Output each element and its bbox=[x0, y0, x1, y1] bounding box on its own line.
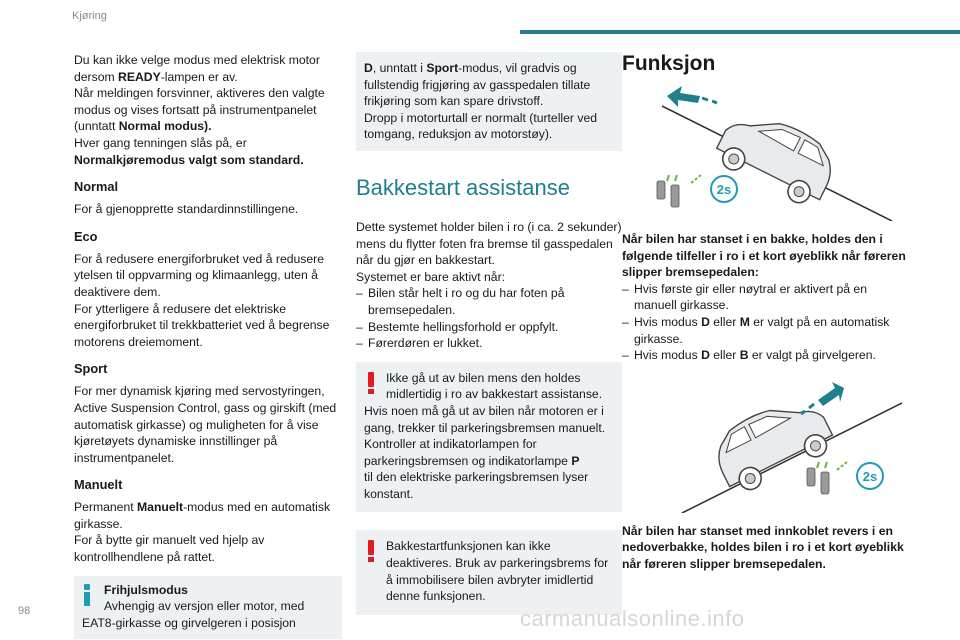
warning-box-1 bbox=[356, 362, 622, 513]
page-number: 98 bbox=[18, 605, 31, 617]
column-left bbox=[74, 52, 342, 639]
car-uphill-illustration bbox=[622, 86, 902, 221]
section-title-hill-start: Bakkestart assistanse bbox=[356, 174, 570, 200]
info-box-continued-text-2: Dropp i motorturtall er normalt (turteller ved tomgang, reduksjon av motorstøy). bbox=[364, 110, 597, 142]
mode-heading-sport: Sport bbox=[74, 361, 108, 377]
illustration-uphill bbox=[622, 86, 912, 221]
mode-text-manual: Permanent Manuelt-modus med en automatisk girkasse. bbox=[74, 500, 331, 531]
svg-text:2s: 2s bbox=[716, 182, 732, 197]
warning-icon bbox=[366, 372, 376, 394]
mode-text-manual-2: For å bytte gir manuelt ved hjelp av kontrollhendlene på rattet. bbox=[74, 533, 265, 565]
header-accent-bar bbox=[520, 30, 960, 34]
info-box-continued-text: D, unntatt i Sport-modus, vil gradvis og fullstendig frigjøring av gasspedalen tillate frikjøring som kan spare drivstoff. bbox=[364, 61, 591, 109]
warning-icon bbox=[366, 540, 376, 562]
list-item: – Hvis modus D eller B er valgt på girvelgeren. bbox=[622, 348, 876, 363]
column-right bbox=[622, 52, 912, 573]
running-header: Kjøring bbox=[72, 10, 107, 22]
cases-list bbox=[622, 281, 912, 364]
mode-text-sport: For mer dynamisk kjøring med servostyringen, Active Suspension Control, gass og girskift (med automatisk girkasse) og muligheten for å vise kjøretøyets dynamiske innstillinger på instrumentpanelet. bbox=[74, 384, 337, 465]
list-item: – Førerdøren er lukket. bbox=[356, 336, 483, 351]
hill-start-conditions-intro: Systemet er bare aktivt når: bbox=[356, 269, 506, 284]
column-middle bbox=[356, 52, 622, 615]
intro-text bbox=[74, 52, 342, 168]
info-box-continued bbox=[356, 52, 622, 151]
list-item: – Bestemte hellingsforhold er oppfylt. bbox=[356, 319, 559, 334]
timer-icon bbox=[711, 176, 737, 202]
warning-text: Ikke gå ut av bilen mens den holdes midlertidig i ro av bakkestart assistanse. bbox=[386, 370, 603, 402]
mode-text-normal: For å gjenopprette standardinnstillingene. bbox=[74, 202, 299, 217]
info-icon bbox=[82, 584, 92, 604]
car-downhill-illustration bbox=[622, 378, 902, 513]
section-title-function: Funksjon bbox=[622, 52, 716, 75]
mode-heading-eco: Eco bbox=[74, 228, 98, 244]
mode-text-eco: For å redusere energiforbruket ved å redusere ytelsen til oppvarming og klimaanlegg, uten å deaktivere dem. bbox=[74, 251, 324, 299]
info-box-text: Avhengig av versjon eller motor, med bbox=[104, 599, 305, 614]
info-box-freewheel bbox=[74, 576, 342, 640]
svg-text:2s: 2s bbox=[862, 468, 878, 484]
hill-start-description: Dette systemet holder bilen i ro (i ca. 2 sekunder) mens du flytter foten fra bremse til gasspedalen når du gjør en bakkestart. bbox=[356, 219, 622, 268]
warning-text: Bakkestartfunksjonen kan ikke deaktiveres. Bruk av parkeringsbrems for å immobilisere bilen avbryter imidlertid denne funksjonen. bbox=[386, 539, 609, 604]
warning-text-3: til den elektriske parkeringsbremsen lyser konstant. bbox=[364, 470, 589, 501]
warning-box-2 bbox=[356, 530, 622, 614]
mode-text-eco-2: For ytterligere å redusere det elektriske energiforbruket til trekkbatteriet ved å begrense motorens dreiemoment. bbox=[74, 301, 330, 349]
mode-heading-manual: Manuelt bbox=[74, 477, 123, 493]
pedal-icon bbox=[807, 462, 847, 494]
function-uphill-text: Når bilen har stanset i en bakke, holdes den i følgende tilfeller i ro i et kort øyeblikk når føreren slipper bremsepedalen: bbox=[622, 232, 906, 280]
pedal-icon bbox=[657, 175, 701, 207]
intro-paragraph: Hver gang tenningen slås på, er Normalkjøremodus valgt som standard. bbox=[74, 135, 304, 167]
list-item: – Hvis første gir eller nøytral er aktivert på en manuell girkasse. bbox=[622, 281, 867, 313]
warning-text-2: Hvis noen må gå ut av bilen når motoren er i gang, trekker til parkeringsbremsen manuelt. Kontroller at indikatorlampen for parkeringsbremsen og indikatorlampe P bbox=[364, 403, 606, 468]
intro-paragraph: Du kan ikke velge modus med elektrisk motor dersom READY-lampen er av. bbox=[74, 53, 320, 84]
conditions-list bbox=[356, 285, 622, 351]
timer-icon bbox=[857, 463, 883, 489]
list-item: – Hvis modus D eller M er valgt på en automatisk girkasse. bbox=[622, 314, 890, 346]
intro-paragraph: Når meldingen forsvinner, aktiveres den valgte modus og vises fortsatt på instrumentpanelet (unntatt Normal modus). bbox=[74, 86, 325, 134]
mode-heading-normal: Normal bbox=[74, 179, 119, 195]
info-box-text-2: EAT8-girkasse og girvelgeren i posisjon bbox=[82, 615, 296, 630]
list-item: – Bilen står helt i ro og du har foten på bremsepedalen. bbox=[356, 286, 565, 317]
watermark: carmanualsonline.info bbox=[520, 606, 745, 631]
info-box-title: Frihjulsmodus bbox=[104, 582, 188, 597]
function-downhill-text: Når bilen har stanset med innkoblet revers i en nedoverbakke, holdes bilen i ro i et kort øyeblikk når føreren slipper bremsepedalen. bbox=[622, 523, 904, 571]
illustration-downhill bbox=[622, 378, 912, 513]
